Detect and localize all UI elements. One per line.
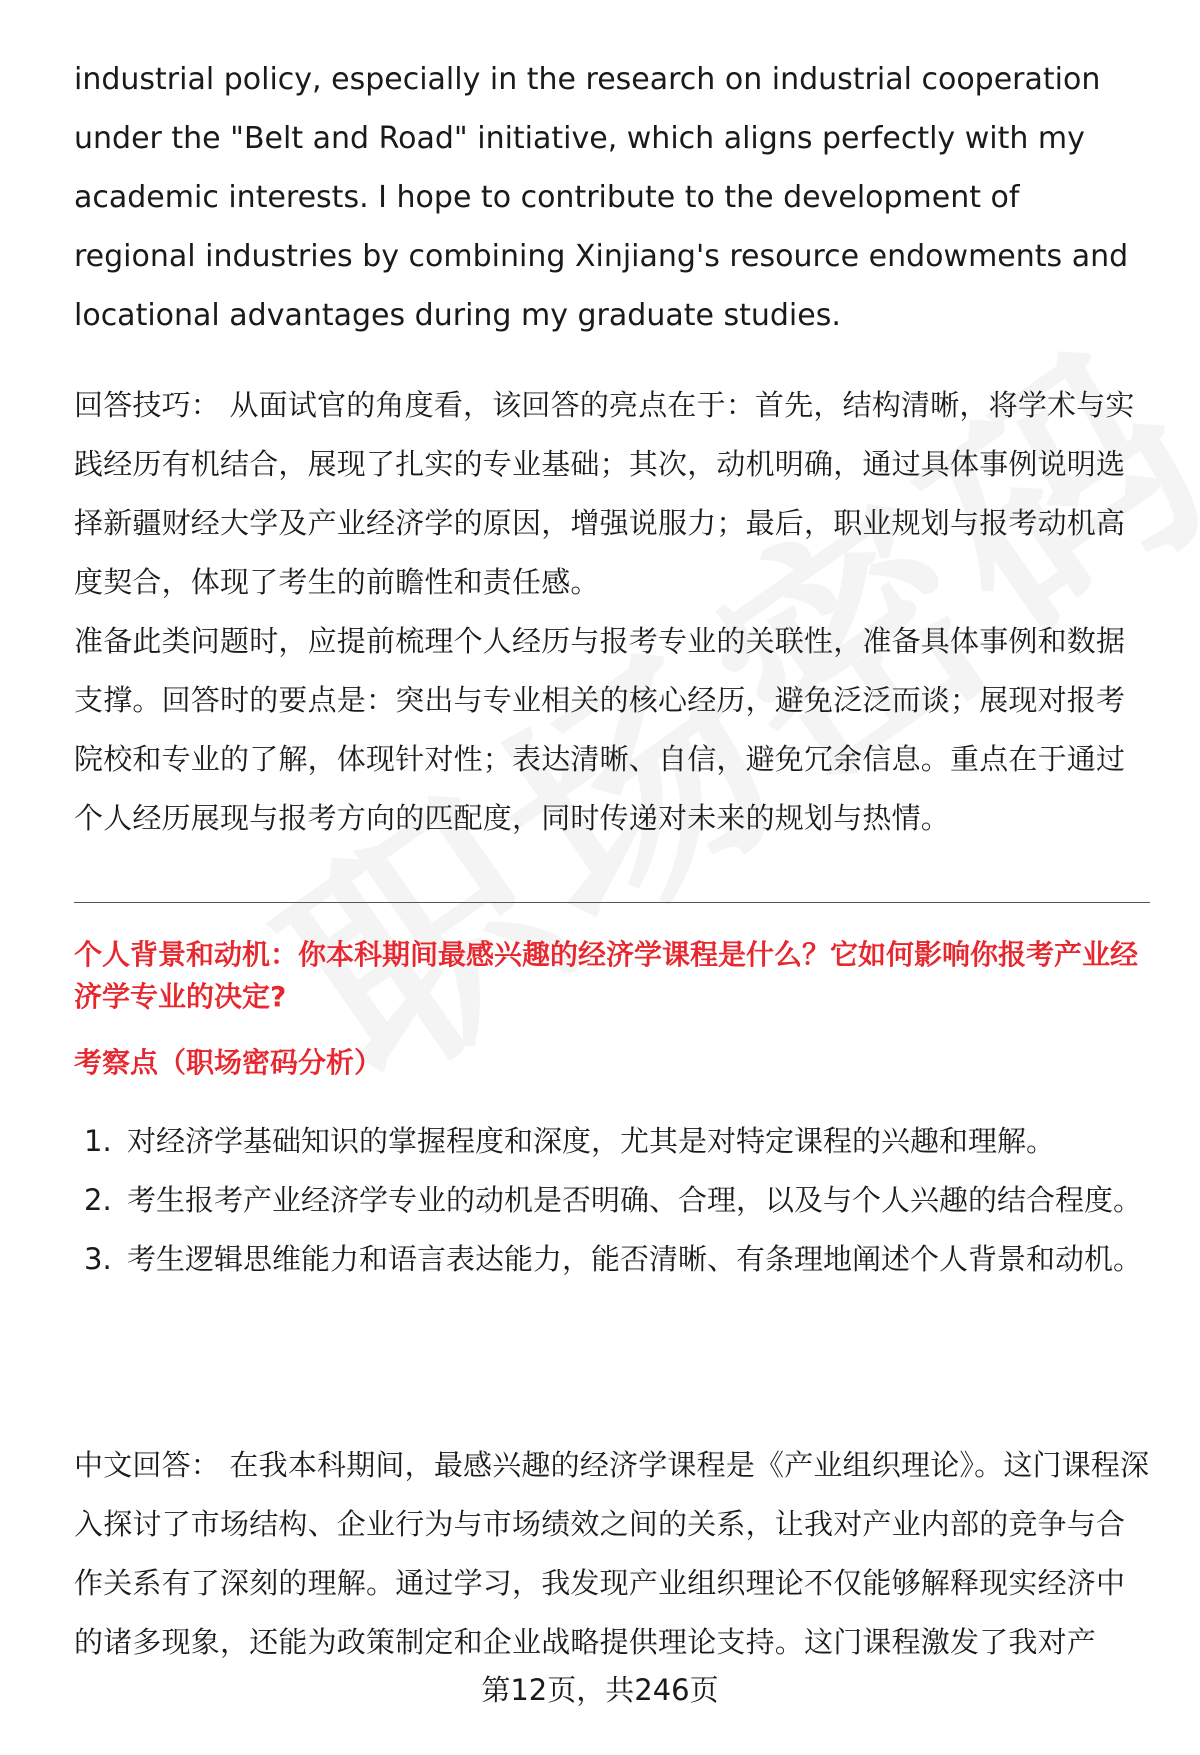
assessment-points-list — [74, 1112, 1150, 1289]
list-item-number: 3. — [84, 1242, 112, 1276]
list-item-text: 考生报考产业经济学专业的动机是否明确、合理，以及与个人兴趣的结合程度。 — [127, 1183, 1143, 1217]
list-item-text: 考生逻辑思维能力和语言表达能力，能否清晰、有条理地阐述个人背景和动机。 — [127, 1242, 1143, 1276]
list-item-text: 对经济学基础知识的掌握程度和深度，尤其是对特定课程的兴趣和理解。 — [127, 1124, 1056, 1158]
section-divider — [74, 902, 1150, 903]
list-item — [74, 1230, 1150, 1289]
page-number-footer: 第12页，共246页 — [481, 1673, 719, 1707]
answer-tips-paragraph: 回答技巧： 从面试官的角度看，该回答的亮点在于：首先，结构清晰，将学术与实践经历有机结合，展现了扎实的专业基础；其次，动机明确，通过具体事例说明选择新疆财经大学及产业经济学的原因，增强说服力；最后，职业规划与报考动机高度契合，体现了考生的前瞻性和责任感。 — [74, 388, 1135, 599]
english-answer-paragraph: industrial policy, especially in the research on industrial cooperation under the "Belt and Road" initiative, which aligns perfectly with my academic interests. I hope to contribute to the development of regional industries by combining Xinjiang's resource endowments and locational advantages during my graduate studies. — [74, 62, 1129, 333]
preparation-paragraph: 准备此类问题时，应提前梳理个人经历与报考专业的关联性，准备具体事例和数据支撑。回答时的要点是：突出与专业相关的核心经历，避免泛泛而谈；展现对报考院校和专业的了解，体现针对性；表达清晰、自信，避免冗余信息。重点在于通过个人经历展现与报考方向的匹配度，同时传递对未来的规划与热情。 — [74, 624, 1126, 835]
list-item-number: 1. — [84, 1124, 112, 1158]
assessment-points-heading: 考察点（职场密码分析） — [74, 1046, 383, 1079]
list-item-number: 2. — [84, 1183, 112, 1217]
list-item — [74, 1171, 1150, 1230]
question-heading: 个人背景和动机：你本科期间最感兴趣的经济学课程是什么？它如何影响你报考产业经济学专业的决定? — [74, 938, 1139, 1013]
list-item — [74, 1112, 1150, 1171]
chinese-answer-paragraph: 中文回答： 在我本科期间，最感兴趣的经济学课程是《产业组织理论》。这门课程深入探讨了市场结构、企业行为与市场绩效之间的关系，让我对产业内部的竞争与合作关系有了深刻的理解。通过学习，我发现产业组织理论不仅能够解释现实经济中的诸多现象，还能为政策制定和企业战略提供理论支持。这门课程激发了我对产 — [74, 1448, 1150, 1659]
